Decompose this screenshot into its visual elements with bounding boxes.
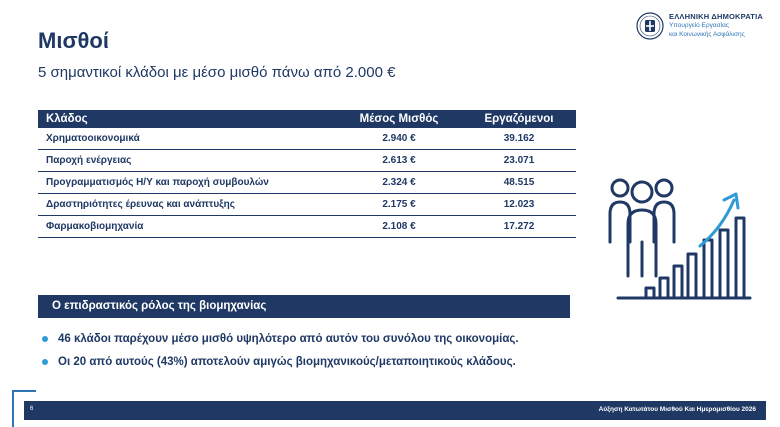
sector-cell: Φαρμακοβιομηχανία (38, 216, 336, 238)
page-title: Μισθοί (38, 28, 109, 53)
logo-line-2: Υπουργείο Εργασίας (669, 22, 729, 29)
table-row (38, 194, 576, 216)
table-row (38, 172, 576, 194)
table-header-row (38, 110, 576, 128)
employees-cell: 17.272 (462, 216, 576, 238)
bullet-text: Οι 20 από αυτούς (43%) αποτελούν αμιγώς βιομηχανικούς/μεταποιητικούς κλάδους. (58, 356, 516, 368)
sector-cell: Χρηματοοικονομικά (38, 128, 336, 150)
sector-cell: Προγραμματισμός Η/Υ και παροχή συμβουλών (38, 172, 336, 194)
employees-cell: 12.023 (462, 194, 576, 216)
column-header-salary: Μέσος Μισθός (336, 110, 462, 128)
ministry-logo (636, 12, 763, 40)
sector-cell: Παροχή ενέργειας (38, 150, 336, 172)
employees-cell: 23.071 (462, 150, 576, 172)
bullet-dot-icon (42, 336, 48, 342)
footer-bar (24, 401, 766, 420)
table-row (38, 150, 576, 172)
bullet-dot-icon (42, 359, 48, 365)
section-heading: Ο επιδραστικός ρόλος της βιομηχανίας (38, 295, 570, 318)
table-row (38, 216, 576, 238)
table-row (38, 128, 576, 150)
bullet-list (40, 332, 519, 378)
salary-table (38, 110, 576, 238)
list-item (40, 355, 519, 378)
page-number: 6 (30, 406, 34, 412)
salary-cell: 2.108 € (336, 216, 462, 238)
logo-line-3: και Κοινωνικής Ασφάλισης (669, 31, 745, 38)
page-subtitle: 5 σημαντικοί κλάδοι με μέσο μισθό πάνω από 2.000 € (38, 64, 396, 81)
logo-line-1: ΕΛΛΗΝΙΚΗ ΔΗΜΟΚΡΑΤΙΑ (669, 12, 763, 21)
employees-cell: 48.515 (462, 172, 576, 194)
salary-cell: 2.940 € (336, 128, 462, 150)
column-header-sector: Κλάδος (38, 110, 336, 128)
employees-cell: 39.162 (462, 128, 576, 150)
sector-cell: Δραστηριότητες έρευνας και ανάπτυξης (38, 194, 336, 216)
footer-title: Αύξηση Κατωτάτου Μισθού Και Ημερομισθίου 2026 (598, 406, 756, 413)
salary-cell: 2.613 € (336, 150, 462, 172)
bullet-text: 46 κλάδοι παρέχουν μέσο μισθό υψηλότερο από αυτόν του συνόλου της οικονομίας. (58, 333, 519, 345)
people-growth-chart-icon (604, 170, 754, 304)
salary-cell: 2.324 € (336, 172, 462, 194)
column-header-employees: Εργαζόμενοι (462, 110, 576, 128)
list-item (40, 332, 519, 355)
salary-cell: 2.175 € (336, 194, 462, 216)
greek-emblem-icon (636, 12, 664, 40)
